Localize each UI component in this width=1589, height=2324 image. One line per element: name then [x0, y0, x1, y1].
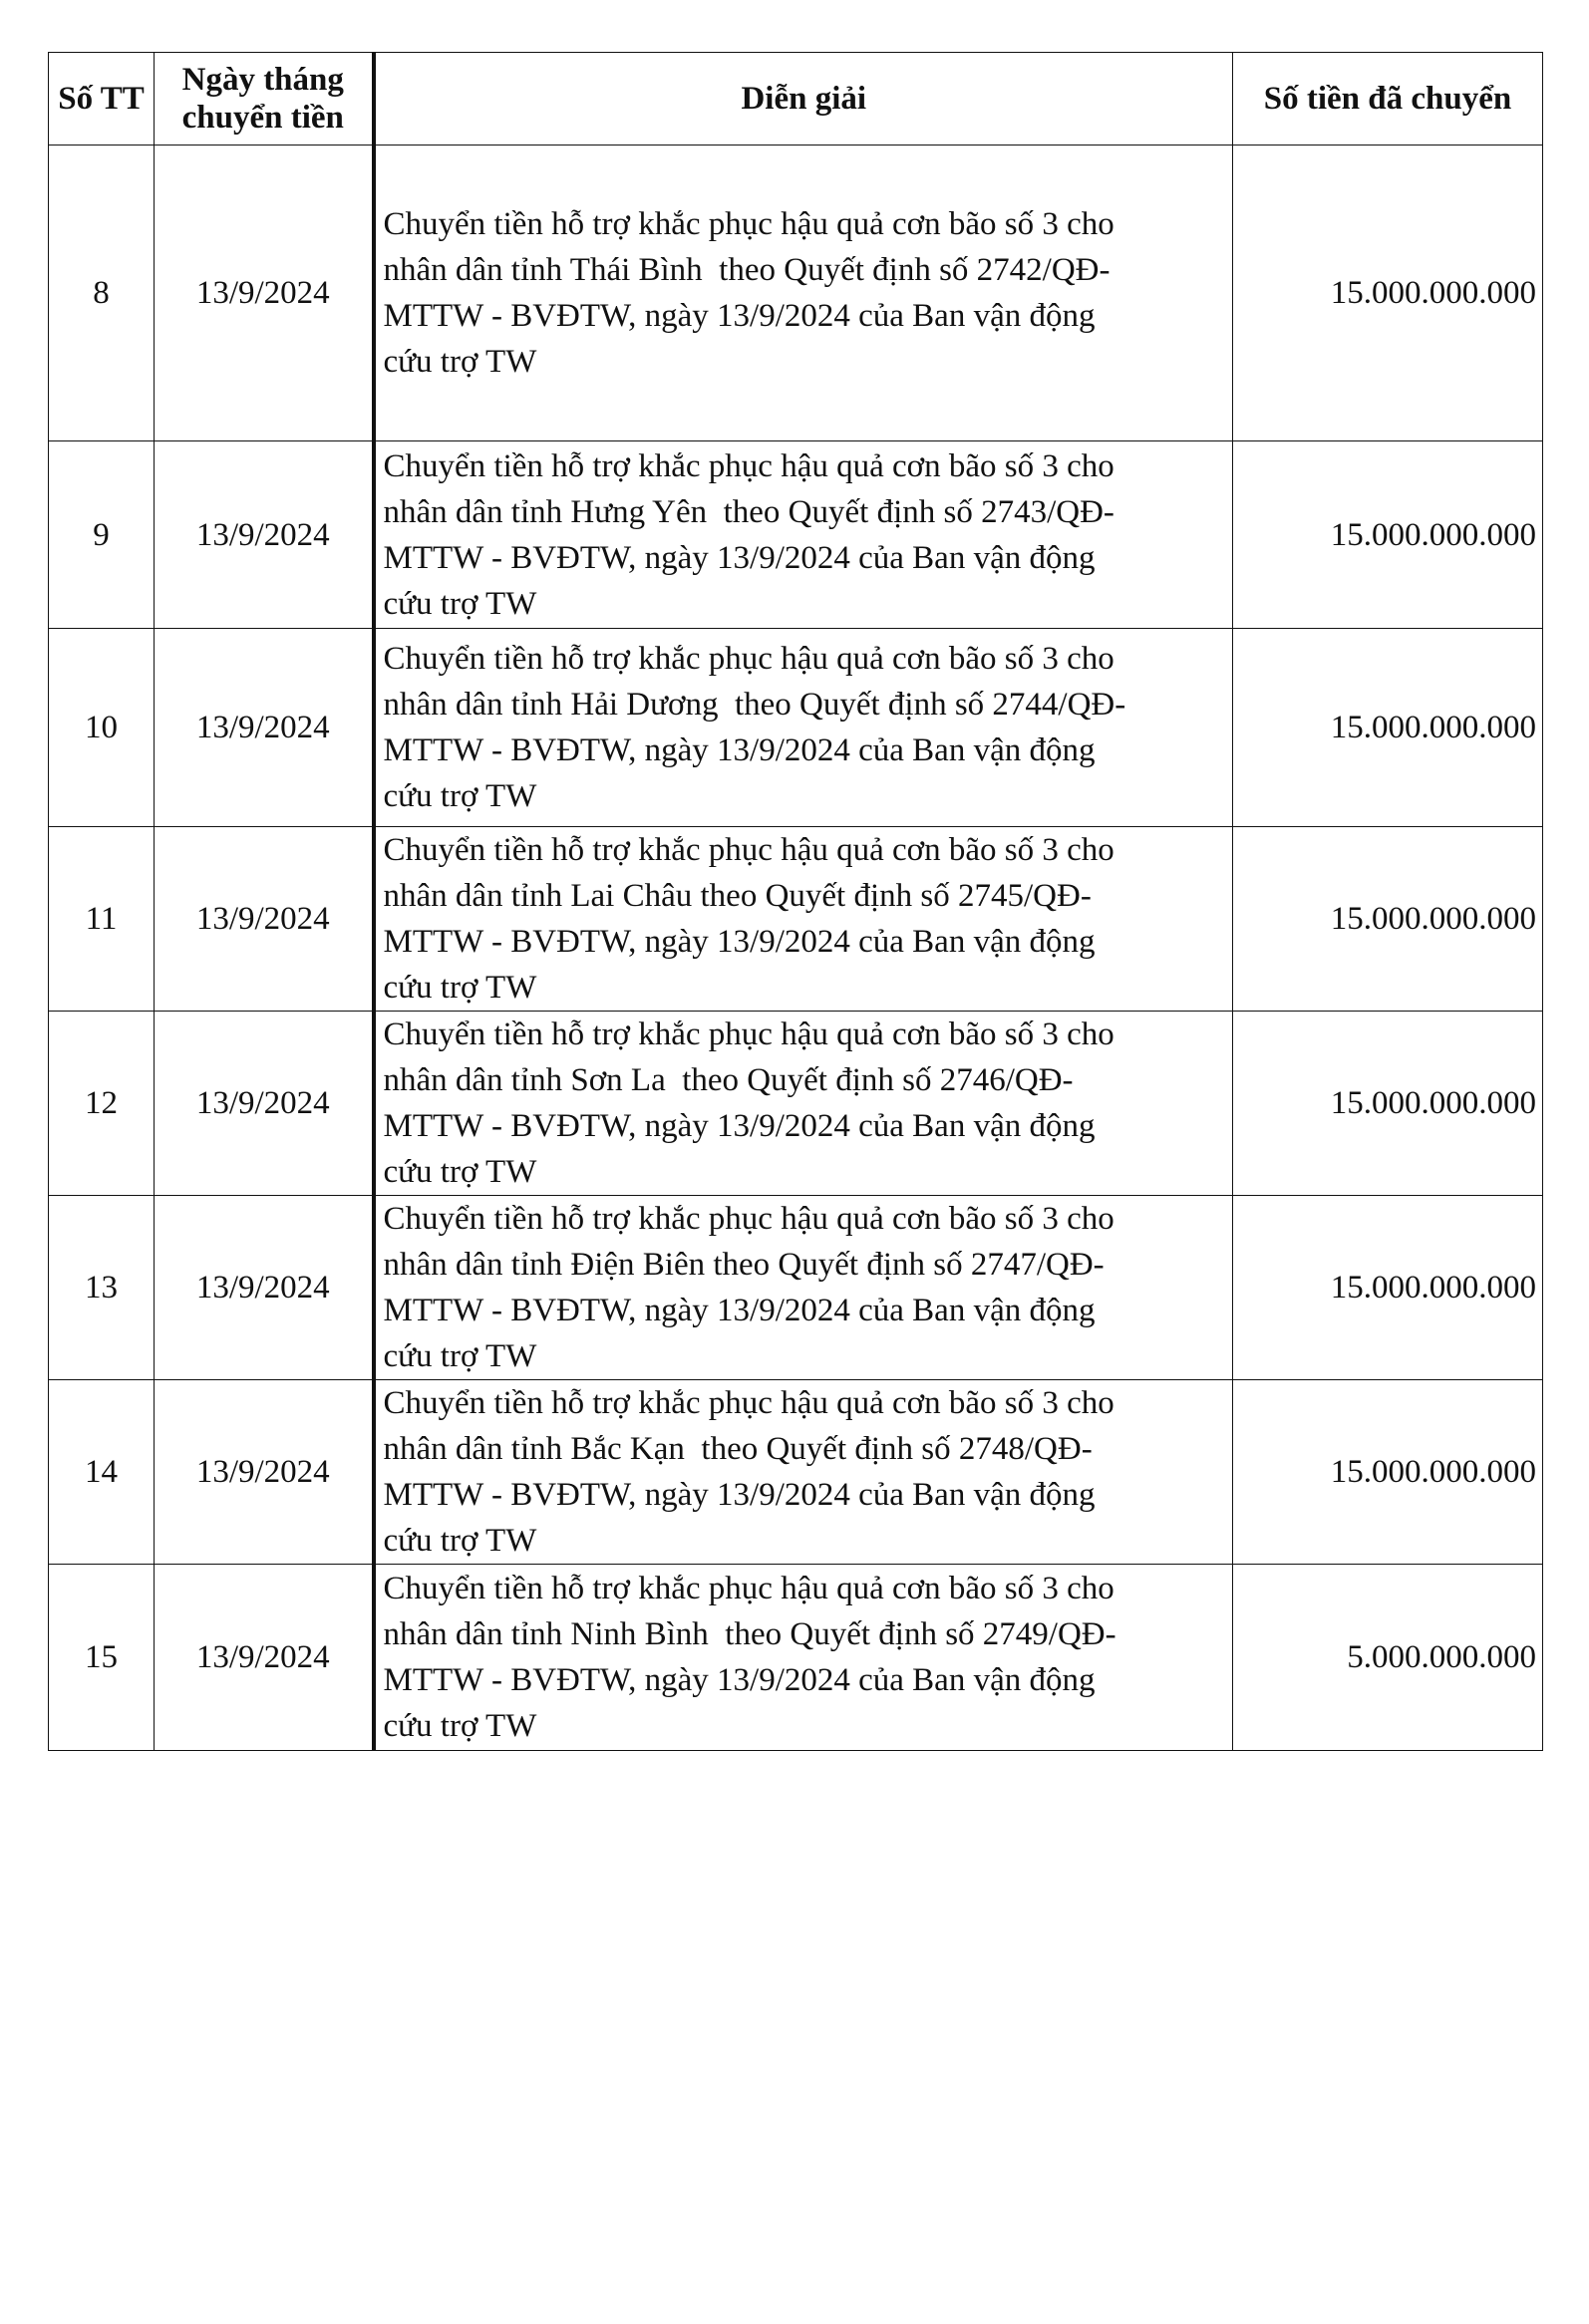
table-header-row — [49, 53, 1543, 145]
description-line: MTTW - BVĐTW, ngày 13/9/2024 của Ban vận động — [383, 298, 1096, 334]
description-line: MTTW - BVĐTW, ngày 13/9/2024 của Ban vận động — [383, 1477, 1096, 1513]
table-row — [49, 827, 1543, 1012]
header-date — [155, 53, 374, 145]
table-body — [49, 145, 1543, 1751]
row-amount: 5.000.000.000 — [1233, 1565, 1543, 1751]
description-line: cứu trợ TW — [383, 778, 537, 814]
row-description — [374, 1196, 1233, 1380]
description-line: nhân dân tỉnh Hải Dương theo Quyết định số 2744/QĐ- — [383, 687, 1126, 723]
description-line: Chuyển tiền hỗ trợ khắc phục hậu quả cơn bão số 3 cho — [383, 641, 1114, 677]
description-line: MTTW - BVĐTW, ngày 13/9/2024 của Ban vận động — [383, 539, 1096, 576]
description-line: nhân dân tỉnh Lai Châu theo Quyết định số 2745/QĐ- — [383, 878, 1092, 914]
row-date: 13/9/2024 — [155, 827, 374, 1012]
row-stt: 10 — [49, 629, 155, 827]
transfer-table — [48, 52, 1543, 1751]
row-amount: 15.000.000.000 — [1233, 145, 1543, 441]
table-row — [49, 1565, 1543, 1751]
description-line: Chuyển tiền hỗ trợ khắc phục hậu quả cơn bão số 3 cho — [383, 206, 1114, 242]
row-description — [374, 827, 1233, 1012]
description-line: MTTW - BVĐTW, ngày 13/9/2024 của Ban vận động — [383, 732, 1096, 768]
row-description — [374, 441, 1233, 629]
description-line: cứu trợ TW — [383, 585, 537, 622]
row-description — [374, 1565, 1233, 1751]
description-line: Chuyển tiền hỗ trợ khắc phục hậu quả cơn bão số 3 cho — [383, 1571, 1114, 1606]
description-line: nhân dân tỉnh Thái Bình theo Quyết định số 2742/QĐ- — [383, 252, 1111, 288]
row-stt: 13 — [49, 1196, 155, 1380]
row-stt: 14 — [49, 1380, 155, 1565]
description-line: Chuyển tiền hỗ trợ khắc phục hậu quả cơn bão số 3 cho — [383, 1201, 1114, 1237]
description-line: Chuyển tiền hỗ trợ khắc phục hậu quả cơn bão số 3 cho — [383, 1385, 1114, 1421]
description-line: MTTW - BVĐTW, ngày 13/9/2024 của Ban vận động — [383, 1108, 1096, 1144]
description-line: nhân dân tỉnh Sơn La theo Quyết định số 2746/QĐ- — [383, 1062, 1074, 1098]
table-row — [49, 441, 1543, 629]
row-date: 13/9/2024 — [155, 145, 374, 441]
row-amount: 15.000.000.000 — [1233, 629, 1543, 827]
table-row — [49, 1196, 1543, 1380]
description-line: cứu trợ TW — [383, 1523, 537, 1559]
description-line: cứu trợ TW — [383, 1154, 537, 1190]
description-line: cứu trợ TW — [383, 344, 537, 380]
table-row — [49, 1380, 1543, 1565]
description-line: MTTW - BVĐTW, ngày 13/9/2024 của Ban vận động — [383, 1293, 1096, 1328]
row-date: 13/9/2024 — [155, 1565, 374, 1751]
row-description — [374, 1012, 1233, 1196]
description-line: Chuyển tiền hỗ trợ khắc phục hậu quả cơn bão số 3 cho — [383, 447, 1114, 484]
row-stt: 11 — [49, 827, 155, 1012]
description-line: nhân dân tỉnh Bắc Kạn theo Quyết định số 2748/QĐ- — [383, 1431, 1093, 1467]
row-date: 13/9/2024 — [155, 629, 374, 827]
header-amount: Số tiền đã chuyển — [1233, 53, 1543, 145]
row-stt: 12 — [49, 1012, 155, 1196]
description-line: nhân dân tỉnh Ninh Bình theo Quyết định số 2749/QĐ- — [383, 1616, 1116, 1652]
row-description — [374, 629, 1233, 827]
row-date: 13/9/2024 — [155, 1196, 374, 1380]
row-amount: 15.000.000.000 — [1233, 1380, 1543, 1565]
description-line: cứu trợ TW — [383, 1338, 537, 1374]
table-row — [49, 1012, 1543, 1196]
table-row — [49, 629, 1543, 827]
header-date-line2: chuyển tiền — [181, 100, 344, 136]
description-line: cứu trợ TW — [383, 1708, 537, 1744]
description-line: nhân dân tỉnh Điện Biên theo Quyết định số 2747/QĐ- — [383, 1247, 1105, 1283]
row-date: 13/9/2024 — [155, 1012, 374, 1196]
row-stt: 15 — [49, 1565, 155, 1751]
row-date: 13/9/2024 — [155, 1380, 374, 1565]
row-amount: 15.000.000.000 — [1233, 1012, 1543, 1196]
description-line: Chuyển tiền hỗ trợ khắc phục hậu quả cơn bão số 3 cho — [383, 832, 1114, 868]
description-line: nhân dân tỉnh Hưng Yên theo Quyết định số 2743/QĐ- — [383, 493, 1114, 530]
row-description — [374, 1380, 1233, 1565]
header-date-line1: Ngày tháng — [181, 62, 344, 98]
row-amount: 15.000.000.000 — [1233, 827, 1543, 1012]
description-line: Chuyển tiền hỗ trợ khắc phục hậu quả cơn bão số 3 cho — [383, 1017, 1114, 1052]
row-date: 13/9/2024 — [155, 441, 374, 629]
table-row — [49, 145, 1543, 441]
description-line: MTTW - BVĐTW, ngày 13/9/2024 của Ban vận động — [383, 1662, 1096, 1698]
row-stt: 9 — [49, 441, 155, 629]
row-amount: 15.000.000.000 — [1233, 441, 1543, 629]
row-amount: 15.000.000.000 — [1233, 1196, 1543, 1380]
header-stt: Số TT — [49, 53, 155, 145]
header-description: Diễn giải — [374, 53, 1233, 145]
description-line: cứu trợ TW — [383, 970, 537, 1006]
row-description — [374, 145, 1233, 441]
row-stt: 8 — [49, 145, 155, 441]
description-line: MTTW - BVĐTW, ngày 13/9/2024 của Ban vận động — [383, 924, 1096, 960]
